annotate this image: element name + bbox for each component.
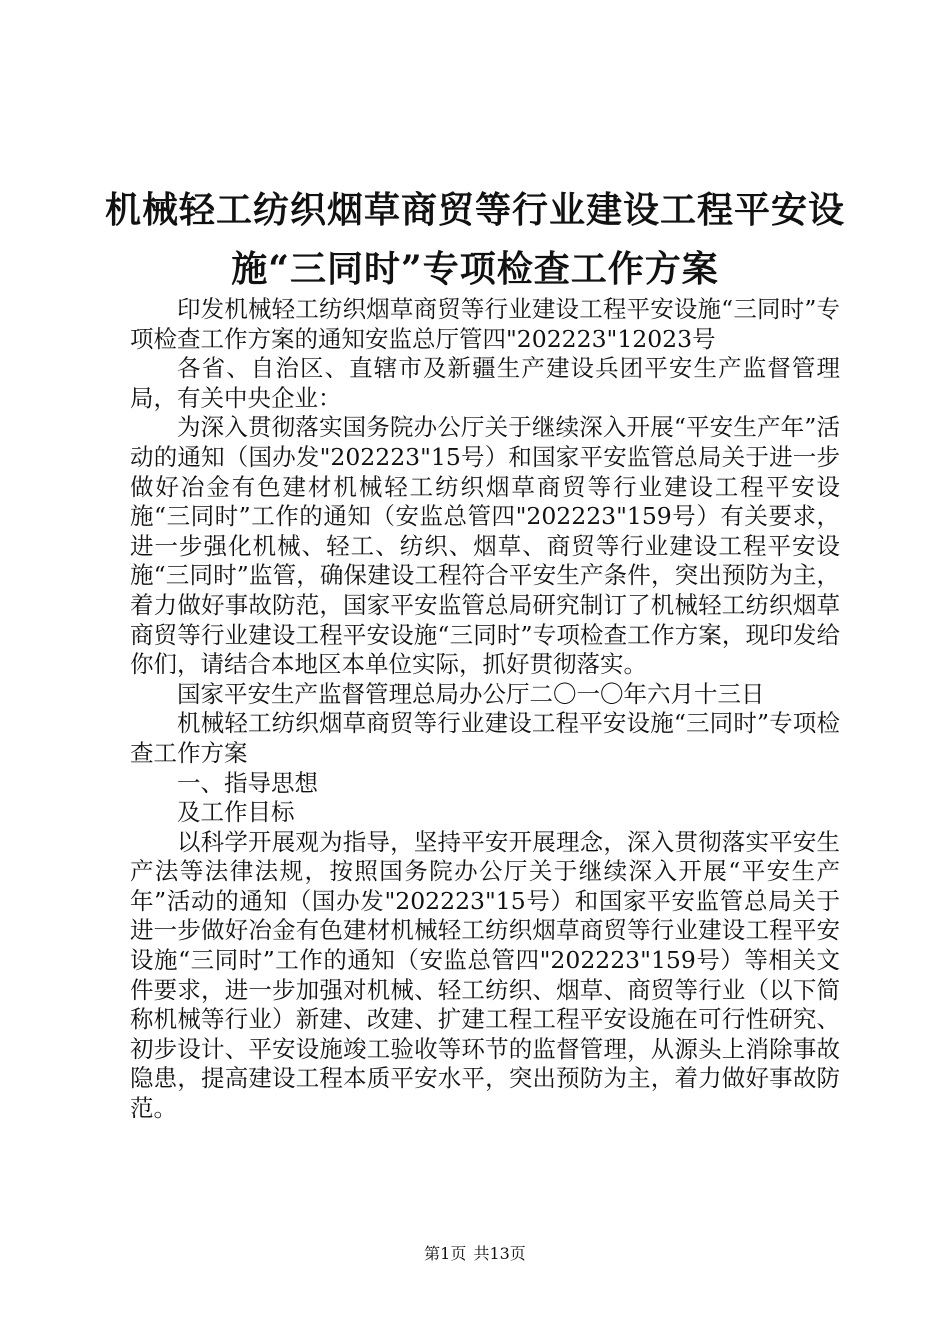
paragraph-guiding-ideology-body: 以科学开展观为指导，坚持平安开展理念，深入贯彻落实平安生产法等法律法规，按照国务院办公厅关于继续深入开展“平安生产年”活动的通知（国办发"202223"15号）和国家平安监管总局关于进一步做好冶金有色建材机械轻工纺织烟草商贸等行业建设工程平安设施“三同时”工作的通知（安监总管四"202223"159号）等相关文件要求，进一步加强对机械、轻工纺织、烟草、商贸等行业（以下简称机械等行业）新建、改建、扩建工程工程平安设施在可行性研究、初步设计、平安设施竣工验收等环节的监督管理，从源头上消除事故隐患，提高建设工程本质平安水平，突出预防为主，着力做好事故防范。 bbox=[130, 827, 840, 1123]
paragraph-notice-body: 为深入贯彻落实国务院办公厅关于继续深入开展“平安生产年”活动的通知（国办发"202223"15号）和国家平安监管总局关于进一步做好冶金有色建材机械轻工纺织烟草商贸等行业建设工程平安设施“三同时”工作的通知（安监总管四"202223"159号）有关要求，进一步强化机械、轻工、纺织、烟草、商贸等行业建设工程平安设施“三同时”监管，确保建设工程符合平安生产条件，突出预防为主，着力做好事故防范，国家平安监管总局研究制订了机械轻工纺织烟草商贸等行业建设工程平安设施“三同时”专项检查工作方案，现印发给你们，请结合本地区本单位实际，抓好贯彻落实。 bbox=[130, 413, 840, 679]
section-heading-guiding-ideology: 一、指导思想 bbox=[177, 768, 318, 797]
paragraph-issuer-date: 国家平安生产监督管理总局办公厅二〇一〇年六月十三日 bbox=[177, 679, 765, 708]
paragraph-plan-title: 机械轻工纺织烟草商贸等行业建设工程平安设施“三同时”专项检查工作方案 bbox=[130, 709, 840, 767]
paragraph-recipients: 各省、自治区、直辖市及新疆生产建设兵团平安生产监督管理局，有关中央企业： bbox=[130, 354, 840, 412]
page-footer: 第1页 共13页 bbox=[424, 1244, 526, 1263]
paragraph-notice-heading: 印发机械轻工纺织烟草商贸等行业建设工程平安设施“三同时”专项检查工作方案的通知安监总厅管四"202223"12023号 bbox=[130, 295, 840, 353]
document-title-line-2: 施“三同时”专项检查工作方案 bbox=[231, 248, 719, 290]
document-body bbox=[130, 295, 840, 1124]
document-title-line-1: 机械轻工纺织烟草商贸等行业建设工程平安设 bbox=[104, 189, 845, 231]
section-heading-work-goals: 及工作目标 bbox=[177, 798, 295, 827]
